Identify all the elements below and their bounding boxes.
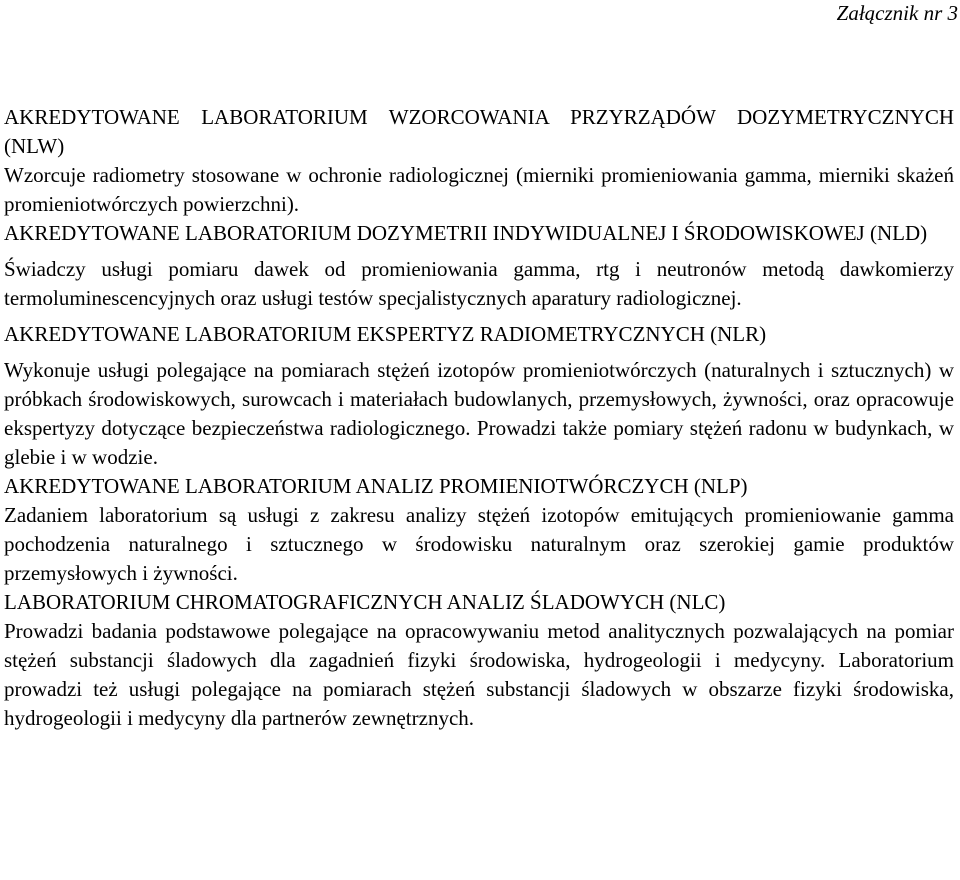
section-nld <box>4 219 954 313</box>
section-text: Wzorcuje radiometry stosowane w ochronie radiologicznej (mierniki promieniowania gamma, mierniki skażeń promieniotwórczych powierzchni). <box>4 163 954 216</box>
section-text: Wykonuje usługi polegające na pomiarach stężeń izotopów promieniotwórczych (naturalnych i sztucznych) w próbkach środowiskowych, surowcach i materiałach budowlanych, przemysłowych, żywności, oraz opracowuje ekspertyzy dotyczące bezpieczeństwa radiologicznego. Prowadzi także pomiary stężeń radonu w budynkach, w glebie i w wodzie. <box>4 358 954 469</box>
section-text: Prowadzi badania podstawowe polegające na opracowywaniu metod analitycznych pozwalających na pomiar stężeń substancji śladowych dla zagadnień fizyki środowiska, hydrogeologii i medycyny. Laboratorium prowadzi też usługi polegające na pomiarach stężeń substancji śladowych w obszarze fizyki środowiska, hydrogeologii i medycyny dla partnerów zewnętrznych. <box>4 619 954 730</box>
section-heading: LABORATORIUM CHROMATOGRAFICZNYCH ANALIZ ŚLADOWYCH (NLC) <box>4 590 726 614</box>
section-text: Świadczy usługi pomiaru dawek od promieniowania gamma, rtg i neutronów metodą dawkomierzy termoluminescencyjnych oraz usługi testów specjalistycznych aparatury radiologicznej. <box>4 257 954 310</box>
annex-label: Załącznik nr 3 <box>836 1 958 25</box>
section-heading: AKREDYTOWANE LABORATORIUM DOZYMETRII INDYWIDUALNEJ I ŚRODOWISKOWEJ (NLD) <box>4 221 928 245</box>
section-heading: AKREDYTOWANE LABORATORIUM WZORCOWANIA PRZYRZĄDÓW DOZYMETRYCZNYCH (NLW) <box>4 105 954 158</box>
section-nlw <box>4 103 954 219</box>
section-heading: AKREDYTOWANE LABORATORIUM EKSPERTYZ RADIOMETRYCZNYCH (NLR) <box>4 322 767 346</box>
section-nlc <box>4 588 954 733</box>
section-heading: AKREDYTOWANE LABORATORIUM ANALIZ PROMIENIOTWÓRCZYCH (NLP) <box>4 474 748 498</box>
section-nlr <box>4 320 954 472</box>
section-text: Zadaniem laboratorium są usługi z zakresu analizy stężeń izotopów emitujących promieniowanie gamma pochodzenia naturalnego i sztucznego w środowisku naturalnym oraz szerokiej gamie produktów przemysłowych i żywności. <box>4 503 954 585</box>
document-content <box>4 103 954 733</box>
section-nlp <box>4 472 954 588</box>
